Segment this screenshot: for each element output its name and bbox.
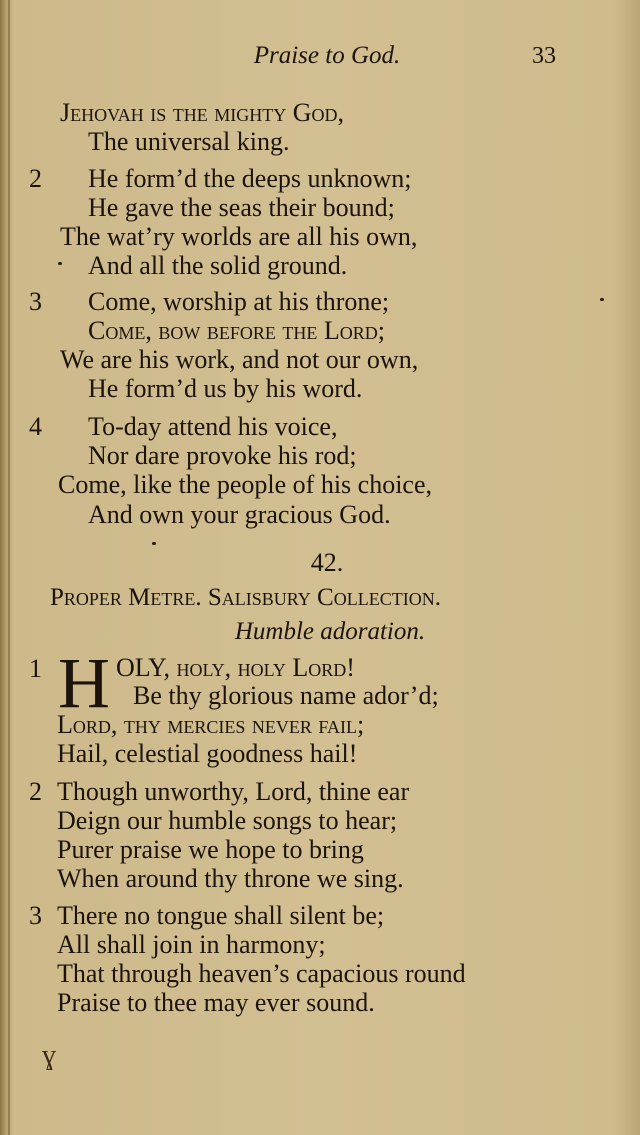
verse-number: 2 <box>29 777 42 806</box>
verse-line: We are his work, and not our own, <box>60 345 419 374</box>
verse-line: Lord, thy mercies never fail; <box>57 710 365 739</box>
hymn-number: 42. <box>310 548 344 577</box>
verse-line: Come, like the people of his choice, <box>58 470 433 499</box>
verse-line: Hail, celestial goodness hail! <box>57 739 358 768</box>
verse-line: He gave the seas their bound; <box>88 193 395 222</box>
verse-line: And own your gracious God. <box>88 500 391 529</box>
verse-line: That through heaven’s capacious round <box>57 959 466 988</box>
verse-line: Deign our humble songs to hear; <box>57 806 398 835</box>
running-header: Praise to God. <box>253 42 401 69</box>
verse-line: And all the solid ground. <box>88 251 348 280</box>
page-number: 33 <box>532 43 556 69</box>
verse-number: 2 <box>29 164 42 193</box>
verse-number: 3 <box>29 901 42 930</box>
ink-mark: ɣ <box>42 1040 56 1071</box>
verse-line: Nor dare provoke his rod; <box>88 441 357 470</box>
hymn-subtitle: Humble adoration. <box>234 618 426 645</box>
ink-speck <box>152 542 156 545</box>
ink-speck <box>58 262 62 265</box>
verse-line: OLY, holy, holy Lord! <box>116 653 355 682</box>
verse-line: Come, worship at his throne; <box>88 287 390 316</box>
ink-speck <box>600 298 604 301</box>
verse-number: 4 <box>29 412 42 441</box>
verse-line: Come, bow before the Lord; <box>88 316 385 345</box>
tune-attribution: Proper Metre. Salisbury Collection. <box>50 584 441 611</box>
verse-line: The universal king. <box>88 127 290 156</box>
verse-line: There no tongue shall silent be; <box>57 901 385 930</box>
verse-line: When around thy throne we sing. <box>57 864 404 893</box>
verse-number: 3 <box>29 287 42 316</box>
verse-number: 1 <box>29 654 42 683</box>
verse-line: To-day attend his voice, <box>88 412 338 441</box>
verse-line: He form’d us by his word. <box>88 374 363 403</box>
verse-line: Though unworthy, Lord, thine ear <box>57 777 410 806</box>
verse-line: Be thy glorious name ador’d; <box>133 681 439 710</box>
verse-line: He form’d the deeps unknown; <box>88 164 412 193</box>
verse-line: The wat’ry worlds are all his own, <box>60 222 418 251</box>
verse-line: Jehovah is the mighty God, <box>60 98 345 127</box>
verse-line: Purer praise we hope to bring <box>57 835 364 864</box>
verse-line: All shall join in harmony; <box>57 930 326 959</box>
verse-line: Praise to thee may ever sound. <box>57 988 375 1017</box>
drop-cap: H <box>58 643 110 723</box>
